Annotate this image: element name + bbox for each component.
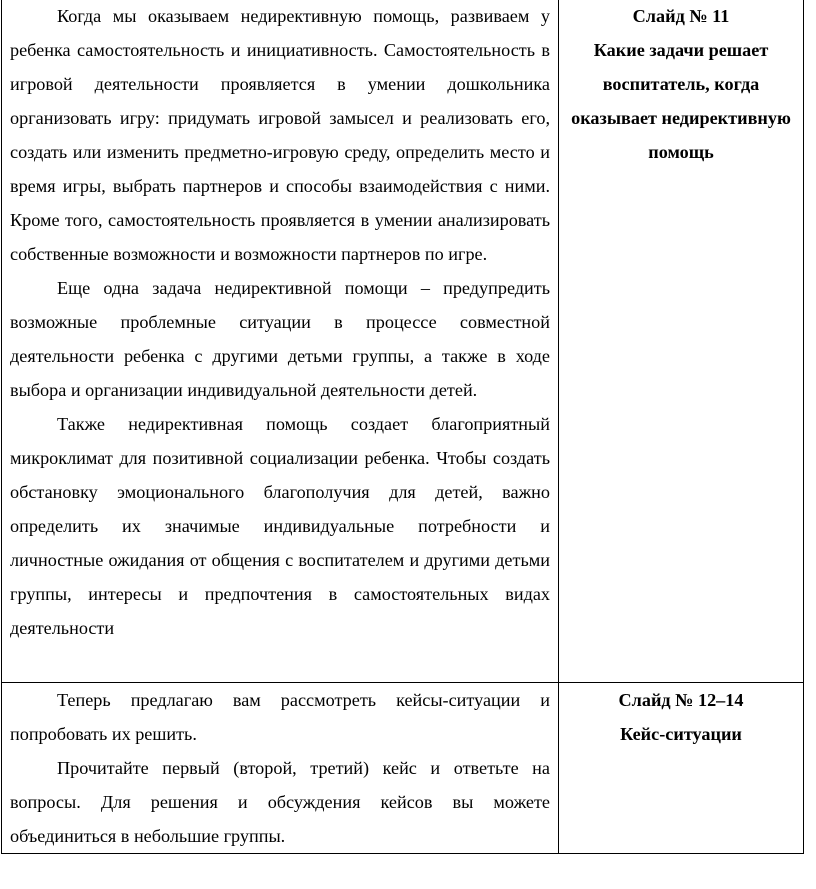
document-table <box>1 0 804 854</box>
slide-description: Какие задачи решает воспитатель, когда оказывает недирективную помощь <box>571 40 791 162</box>
paragraph: Теперь предлагаю вам рассмотреть кейсы-ситуации и попробовать их решить. <box>10 690 550 744</box>
paragraph: Прочитайте первый (второй, третий) кейс и ответьте на вопросы. Для решения и обсуждения кейсов вы можете объединиться в небольшие группы. <box>10 758 550 846</box>
paragraph: Еще одна задача недирективной помощи – предупредить возможные проблемные ситуации в процессе совместной деятельности ребенка с другими детьми группы, а также в ходе выбора и организации индивидуальной деятельности детей. <box>10 278 550 400</box>
slide-description: Кейс-ситуации <box>620 724 742 744</box>
slide-note-cell <box>559 683 804 854</box>
paragraph: Также недирективная помощь создает благоприятный микроклимат для позитивной социализации ребенка. Чтобы создать обстановку эмоционального благополучия для детей, важно определить их значимые индивидуальные потребности и личностные ожидания от общения с воспитателем и другими детьми группы, интересы и предпочтения в самостоятельных видах деятельности <box>10 414 550 638</box>
speech-text-cell <box>2 0 559 683</box>
slide-note-cell <box>559 0 804 683</box>
slide-number: Слайд № 12–14 <box>618 690 744 710</box>
speech-text-cell <box>2 683 559 854</box>
paragraph: Когда мы оказываем недирективную помощь, развиваем у ребенка самостоятельность и инициативность. Самостоятельность в игровой деятельности проявляется в умении дошкольника организовать игру: придумать игровой замысел и реализовать его, создать или изменить предметно-игровую среду, определить место и время игры, выбрать партнеров и способы взаимодействия с ними. Кроме того, самостоятельность проявляется в умении анализировать собственные возможности и возможности партнеров по игре. <box>10 6 550 264</box>
slide-number: Слайд № 11 <box>632 6 730 26</box>
table-row <box>2 683 804 854</box>
table-row <box>2 0 804 683</box>
